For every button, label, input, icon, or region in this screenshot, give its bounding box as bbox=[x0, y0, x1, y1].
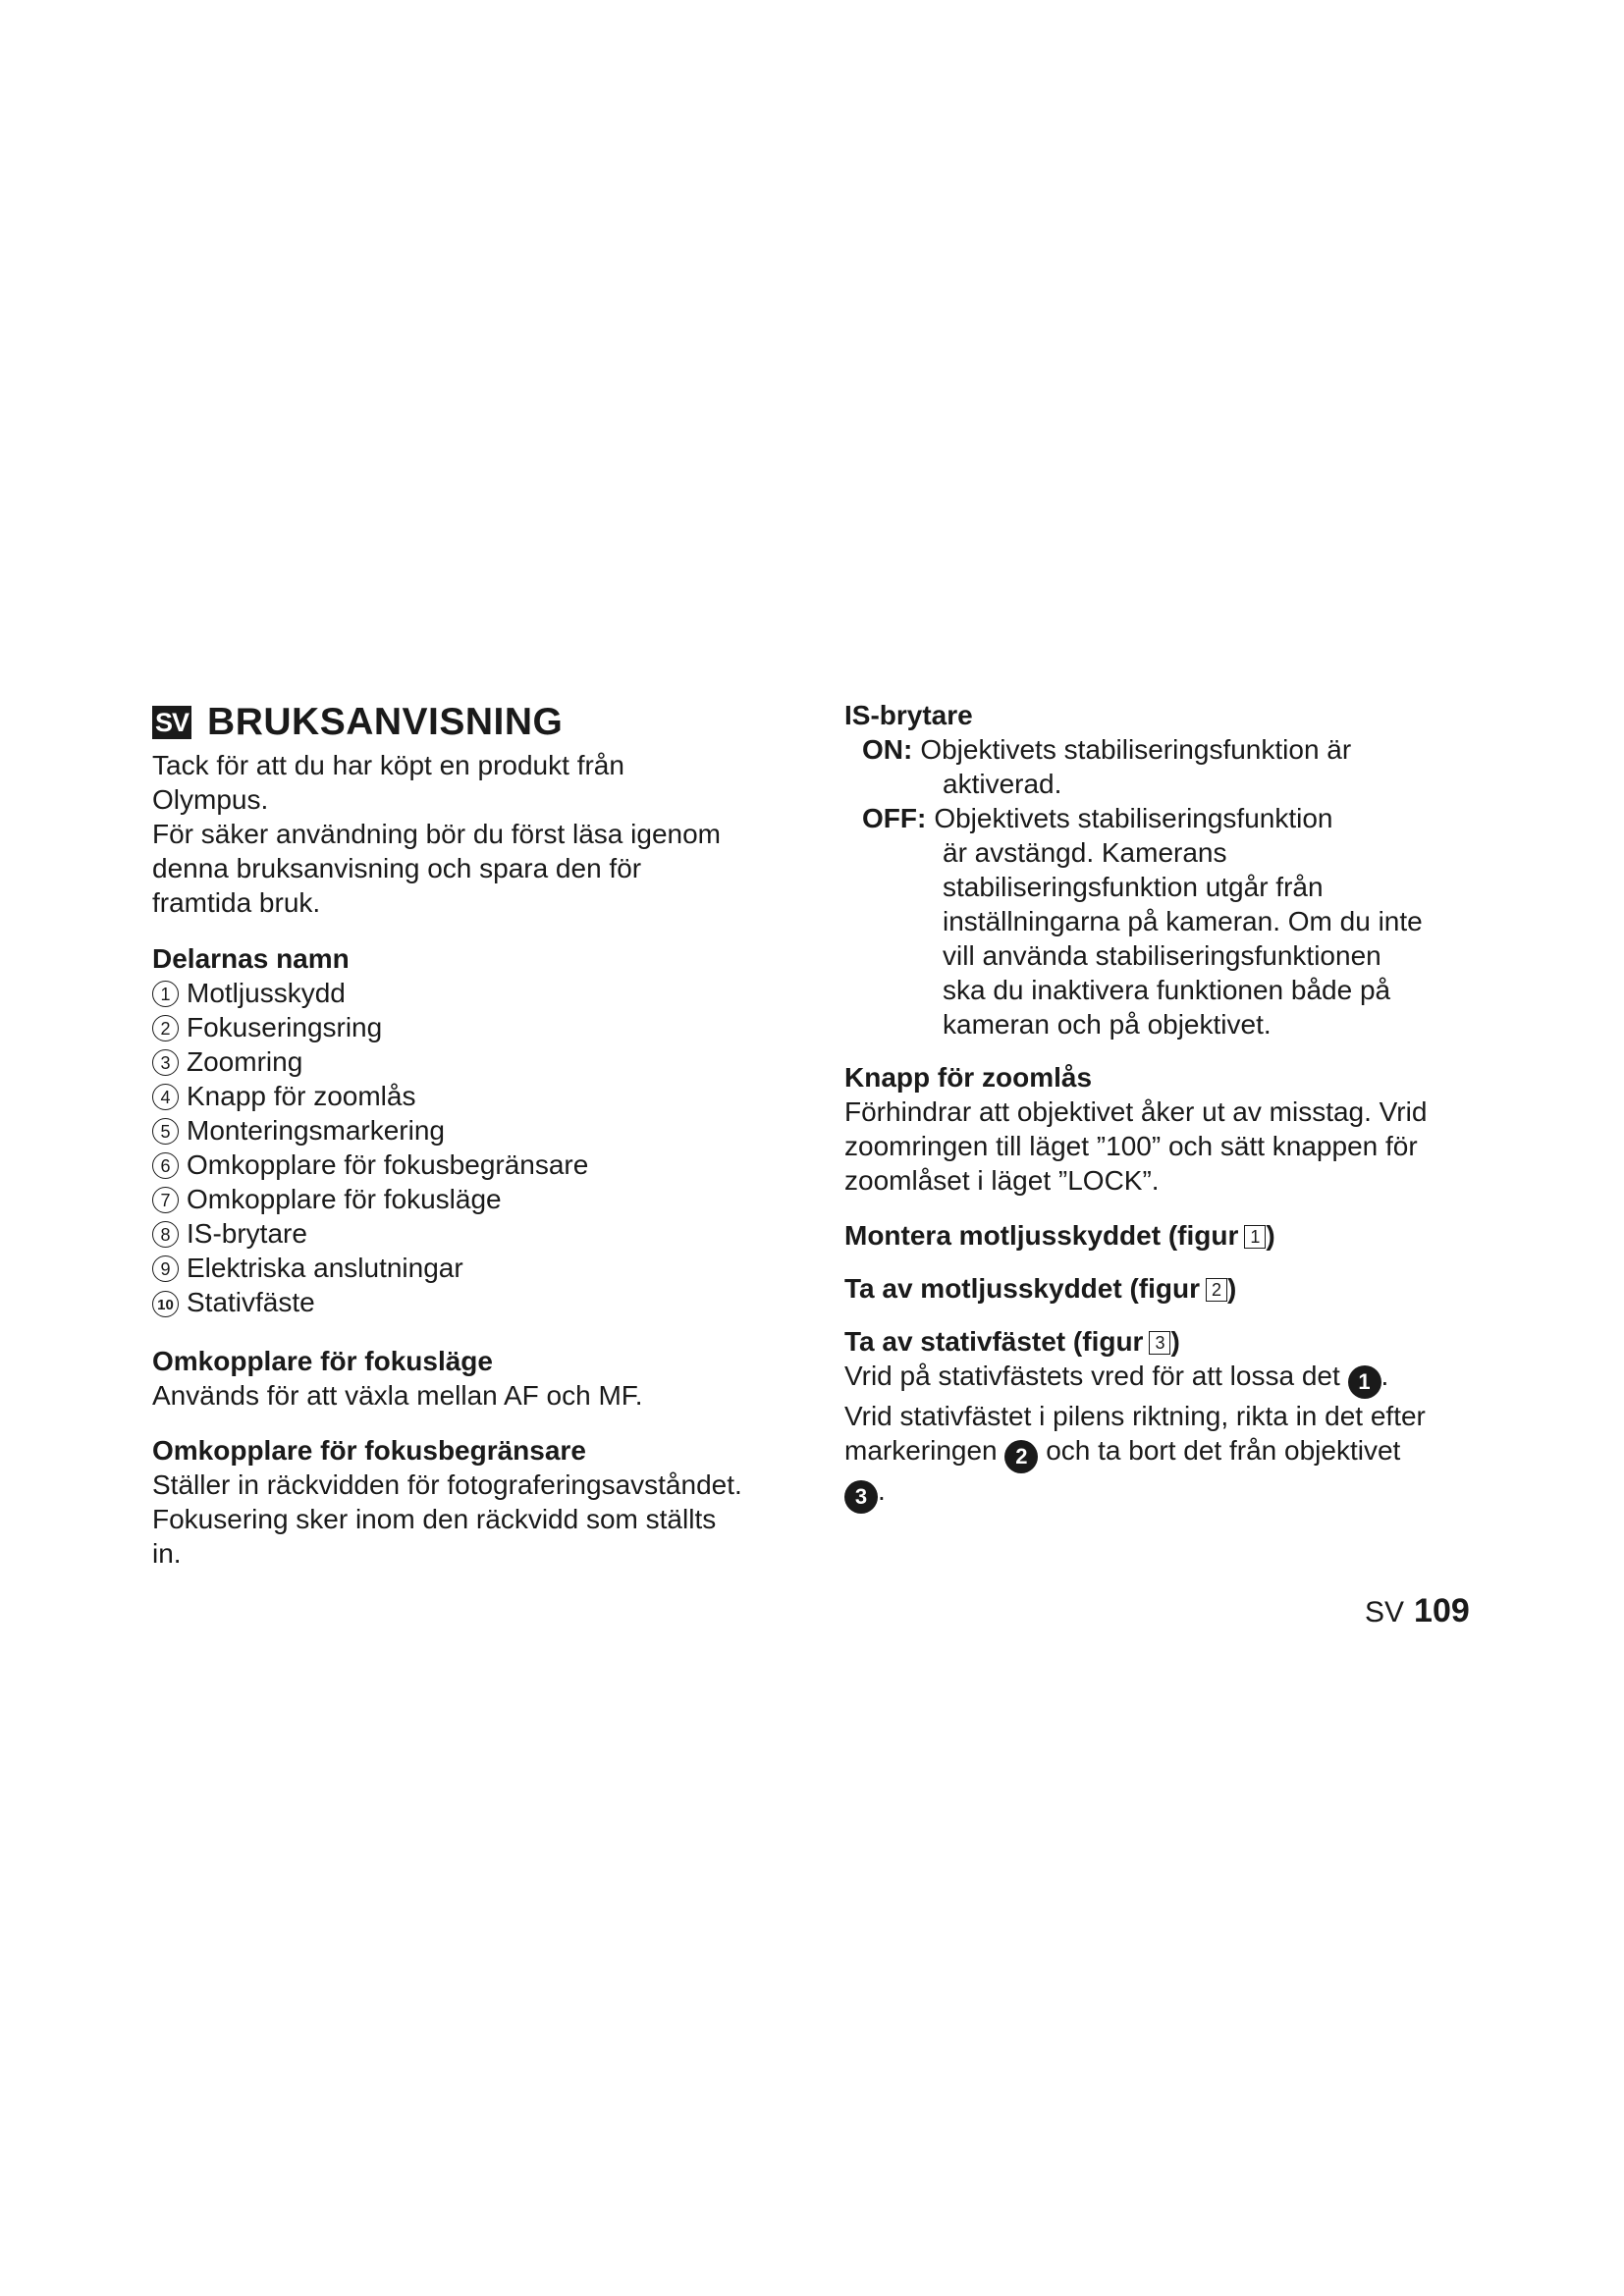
remove-hood-heading bbox=[844, 1272, 1492, 1306]
intro-text bbox=[152, 748, 800, 920]
number-badge: 7 bbox=[152, 1187, 179, 1213]
list-item-label: Stativfäste bbox=[187, 1287, 315, 1317]
right-column bbox=[844, 699, 1492, 1514]
parts-heading: Delarnas namn bbox=[152, 943, 350, 974]
is-off-cont: inställningarna på kameran. Om du inte bbox=[943, 906, 1423, 936]
focus-limiter-section bbox=[152, 1434, 800, 1571]
remove-hood-heading-text: Ta av motljusskyddet (figur bbox=[844, 1273, 1200, 1304]
on-text: Objektivets stabiliseringsfunktion är bbox=[920, 734, 1352, 765]
zoom-lock-line: zoomlåset i läget ”LOCK”. bbox=[844, 1165, 1160, 1196]
list-item-label: Fokuseringsring bbox=[187, 1012, 383, 1042]
focus-limiter-line: Ställer in räckvidden för fotograferingsavståndet. bbox=[152, 1469, 742, 1500]
close-paren: ) bbox=[1227, 1273, 1237, 1304]
remove-tripod-heading-text: Ta av stativfästet (figur bbox=[844, 1326, 1144, 1357]
tripod-text: markeringen bbox=[844, 1435, 998, 1466]
list-item-label: Knapp för zoomlås bbox=[187, 1081, 416, 1111]
list-item bbox=[152, 1285, 800, 1319]
left-column bbox=[152, 699, 800, 1571]
on-label: ON: bbox=[862, 734, 913, 765]
zoom-lock-section bbox=[844, 1061, 1492, 1198]
zoom-lock-line: Förhindrar att objektivet åker ut av misstag. Vrid bbox=[844, 1096, 1428, 1127]
footer-language: SV bbox=[1365, 1596, 1405, 1629]
is-on-cont: aktiverad. bbox=[943, 769, 1062, 799]
focus-mode-heading: Omkopplare för fokusläge bbox=[152, 1346, 493, 1376]
tripod-line-4 bbox=[844, 1473, 1492, 1514]
focus-limiter-line: Fokusering sker inom den räckvidd som ställts bbox=[152, 1504, 717, 1534]
list-item bbox=[152, 1148, 800, 1182]
off-label: OFF: bbox=[862, 803, 927, 833]
zoom-lock-heading: Knapp för zoomlås bbox=[844, 1062, 1093, 1093]
figure-ref-box: 3 bbox=[1149, 1331, 1170, 1355]
marker-2: 2 bbox=[1004, 1440, 1038, 1473]
number-badge: 8 bbox=[152, 1221, 179, 1248]
parts-section bbox=[152, 942, 800, 1319]
list-item-label: Omkopplare för fokusläge bbox=[187, 1184, 502, 1214]
list-item-label: Monteringsmarkering bbox=[187, 1115, 445, 1146]
remove-tripod-heading bbox=[844, 1325, 1492, 1359]
list-item bbox=[152, 1182, 800, 1216]
list-item-label: Motljusskydd bbox=[187, 978, 346, 1008]
attach-hood-section bbox=[844, 1219, 1492, 1253]
list-item bbox=[152, 1079, 800, 1113]
is-off-cont: stabiliseringsfunktion utgår från bbox=[943, 872, 1324, 902]
list-item-label: Omkopplare för fokusbegränsare bbox=[187, 1149, 589, 1180]
focus-mode-section bbox=[152, 1345, 800, 1413]
period: . bbox=[1380, 1361, 1389, 1391]
is-switch-heading: IS-brytare bbox=[844, 700, 973, 730]
number-badge: 6 bbox=[152, 1152, 179, 1179]
intro-line: Olympus. bbox=[152, 784, 269, 815]
figure-ref-box: 1 bbox=[1244, 1225, 1266, 1249]
number-badge: 2 bbox=[152, 1015, 179, 1041]
intro-line: framtida bruk. bbox=[152, 887, 321, 918]
number-badge: 9 bbox=[152, 1255, 179, 1282]
list-item bbox=[152, 1251, 800, 1285]
list-item-label: Zoomring bbox=[187, 1046, 303, 1077]
list-item bbox=[152, 1216, 800, 1251]
is-off-cont: vill använda stabiliseringsfunktionen bbox=[943, 940, 1381, 971]
remove-tripod-section bbox=[844, 1325, 1492, 1514]
tripod-line-1 bbox=[844, 1359, 1492, 1399]
number-badge: 5 bbox=[152, 1118, 179, 1145]
off-text: Objektivets stabiliseringsfunktion bbox=[934, 803, 1333, 833]
intro-line: För säker användning bör du först läsa igenom bbox=[152, 819, 721, 849]
attach-hood-heading-text: Montera motljusskyddet (figur bbox=[844, 1220, 1239, 1251]
close-paren: ) bbox=[1170, 1326, 1180, 1357]
is-off-cont: ska du inaktivera funktionen både på bbox=[943, 975, 1391, 1005]
is-on-line bbox=[844, 732, 1492, 767]
marker-1: 1 bbox=[1348, 1365, 1381, 1399]
period: . bbox=[878, 1475, 886, 1506]
focus-limiter-line: in. bbox=[152, 1538, 182, 1569]
number-badge: 1 bbox=[152, 981, 179, 1007]
tripod-line-3 bbox=[844, 1433, 1492, 1473]
intro-line: Tack för att du har köpt en produkt från bbox=[152, 750, 624, 780]
tripod-line-2: Vrid stativfästet i pilens riktning, rikta in det efter bbox=[844, 1401, 1426, 1431]
is-off-cont: är avstängd. Kamerans bbox=[943, 837, 1227, 868]
tripod-text: Vrid på stativfästets vred för att lossa det bbox=[844, 1361, 1340, 1391]
figure-ref-box: 2 bbox=[1206, 1278, 1227, 1302]
is-off-line bbox=[844, 801, 1492, 835]
number-badge: 10 bbox=[152, 1291, 179, 1317]
focus-limiter-heading: Omkopplare för fokusbegränsare bbox=[152, 1435, 586, 1466]
list-item-label: Elektriska anslutningar bbox=[187, 1253, 463, 1283]
is-switch-section bbox=[844, 699, 1492, 1041]
number-badge: 4 bbox=[152, 1084, 179, 1110]
list-item-label: IS-brytare bbox=[187, 1218, 307, 1249]
remove-hood-section bbox=[844, 1272, 1492, 1306]
intro-line: denna bruksanvisning och spara den för bbox=[152, 853, 642, 883]
focus-mode-text: Används för att växla mellan AF och MF. bbox=[152, 1380, 643, 1411]
page-footer bbox=[1365, 1592, 1470, 1630]
page-number: 109 bbox=[1414, 1592, 1470, 1629]
is-off-cont: kameran och på objektivet. bbox=[943, 1009, 1272, 1040]
marker-3: 3 bbox=[844, 1480, 878, 1514]
close-paren: ) bbox=[1266, 1220, 1275, 1251]
page-title: BRUKSANVISNING bbox=[207, 701, 564, 743]
tripod-text: och ta bort det från objektivet bbox=[1046, 1435, 1401, 1466]
list-item bbox=[152, 1113, 800, 1148]
list-item bbox=[152, 1044, 800, 1079]
title-row bbox=[152, 699, 800, 746]
attach-hood-heading bbox=[844, 1219, 1492, 1253]
number-badge: 3 bbox=[152, 1049, 179, 1076]
list-item bbox=[152, 1010, 800, 1044]
language-badge: SV bbox=[152, 706, 191, 739]
list-item bbox=[152, 976, 800, 1010]
zoom-lock-line: zoomringen till läget ”100” och sätt knappen för bbox=[844, 1131, 1418, 1161]
